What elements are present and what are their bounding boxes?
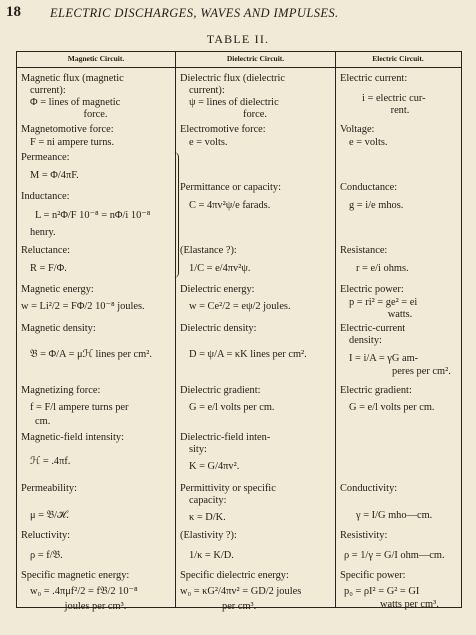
elastivity-formula: 1/κ = K/D. bbox=[189, 550, 234, 561]
permittivity-label: Permittivity or specific bbox=[180, 483, 276, 494]
mag-energy-formula: w = Li²/2 = FΦ/2 10⁻⁸ joules. bbox=[21, 301, 145, 312]
spec-diel-energy-formula: w₀ = κG²/4πv² = GD/2 joules bbox=[180, 586, 302, 597]
column-header-magnetic: Magnetic Circuit. bbox=[67, 54, 125, 63]
elec-current-density-unit: peres per cm². bbox=[392, 366, 451, 377]
inductance-unit: henry. bbox=[30, 227, 56, 238]
mmf-label: Magnetomotive force: bbox=[21, 124, 114, 135]
running-title: ELECTRIC DISCHARGES, WAVES AND IMPULSES. bbox=[50, 6, 339, 20]
voltage-label: Voltage: bbox=[340, 124, 375, 135]
mag-density-label: Magnetic density: bbox=[21, 323, 96, 334]
spec-mag-energy-label: Specific magnetic energy: bbox=[21, 570, 130, 581]
column-divider bbox=[335, 52, 336, 607]
elec-gradient-label: Electric gradient: bbox=[340, 385, 412, 396]
reluctivity-label: Reluctivity: bbox=[21, 530, 71, 541]
column-header-electric: Electric Circuit. bbox=[372, 54, 424, 63]
elec-power-unit: watts. bbox=[387, 309, 413, 320]
permittivity-label-cont: capacity: bbox=[189, 495, 227, 506]
diel-gradient-formula: G = e/l volts per cm. bbox=[189, 402, 275, 413]
reluctance-formula: R = F/Φ. bbox=[30, 263, 67, 274]
elec-current-density-formula: I = i/A = γG am- bbox=[349, 353, 419, 364]
mmf-formula: F = ni ampere turns. bbox=[30, 137, 115, 148]
diel-flux-label-cont: current): bbox=[189, 85, 225, 96]
permittance-label: Permittance or capacity: bbox=[180, 182, 281, 193]
spec-diel-energy-unit: per cm³. bbox=[222, 601, 257, 612]
page-number: 18 bbox=[6, 4, 21, 20]
column-header-dielectric: Dielectric Circuit. bbox=[226, 54, 285, 63]
mag-intensity-label: Magnetic-field intensity: bbox=[21, 432, 125, 443]
mag-flux-formula-cont: force. bbox=[83, 109, 108, 120]
diel-density-label: Dielectric density: bbox=[180, 323, 257, 334]
conductivity-formula: γ = I/G mho—cm. bbox=[356, 510, 433, 521]
emf-label: Electromotive force: bbox=[180, 124, 266, 135]
mag-force-label: Magnetizing force: bbox=[21, 385, 101, 396]
inductance-formula: L = n²Φ/F 10⁻⁸ = nΦ/i 10⁻⁸ bbox=[35, 210, 151, 221]
elec-power-formula: p = ri² = ge² = ei bbox=[349, 297, 418, 308]
permeability-label: Permeability: bbox=[21, 483, 77, 494]
mag-flux-formula: Φ = lines of magnetic bbox=[30, 97, 121, 108]
spec-power-unit: watts per cm³. bbox=[380, 599, 439, 610]
spec-mag-energy-unit: joules per cm³. bbox=[64, 601, 127, 612]
diel-intensity-label-cont: sity: bbox=[189, 444, 207, 455]
permittance-formula: C = 4πv²ψ/e farads. bbox=[189, 200, 271, 211]
mag-force-unit: cm. bbox=[35, 416, 51, 427]
table-title: TABLE II. bbox=[206, 32, 270, 46]
elec-gradient-formula: G = e/l volts per cm. bbox=[349, 402, 435, 413]
elec-current-label: Electric current: bbox=[340, 73, 408, 84]
diel-intensity-label: Dielectric-field inten- bbox=[180, 432, 271, 443]
mag-force-formula: f = F/l ampere turns per bbox=[30, 402, 129, 413]
reluctivity-formula: ρ = f/𝔅. bbox=[30, 550, 63, 561]
diel-energy-label: Dielectric energy: bbox=[180, 284, 255, 295]
permeance-formula: M = Φ/4πF. bbox=[30, 170, 79, 181]
elec-current-density-label-cont: density: bbox=[349, 335, 382, 346]
elastivity-label: (Elastivity ?): bbox=[180, 530, 237, 541]
permeance-label: Permeance: bbox=[21, 152, 70, 163]
page-header bbox=[0, 0, 476, 26]
spec-power-label: Specific power: bbox=[340, 570, 406, 581]
reluctance-label: Reluctance: bbox=[21, 245, 71, 256]
mag-flux-label: Magnetic flux (magnetic bbox=[21, 73, 124, 84]
header-divider bbox=[17, 67, 461, 68]
diel-energy-formula: w = Ce²/2 = eψ/2 joules. bbox=[189, 301, 291, 312]
mag-density-formula: 𝔅 = Φ/A = μℋ lines per cm². bbox=[30, 349, 152, 360]
permeability-formula: μ = 𝔅/ℋ. bbox=[30, 510, 69, 521]
diel-flux-formula: ψ = lines of dielectric bbox=[189, 97, 279, 108]
mag-intensity-formula: ℋ = .4πf. bbox=[30, 456, 71, 467]
diel-density-formula: D = ψ/A = κK lines per cm². bbox=[189, 349, 307, 360]
elec-current-formula-cont: rent. bbox=[390, 105, 410, 116]
resistance-label: Resistance: bbox=[340, 245, 388, 256]
spec-power-formula: p₀ = ρI² = G² = GI bbox=[344, 586, 420, 597]
diel-flux-formula-cont: force. bbox=[243, 109, 267, 120]
mag-flux-label-cont: current): bbox=[30, 85, 66, 96]
elastance-formula: 1/C = e/4πv²ψ. bbox=[189, 263, 251, 274]
spec-mag-energy-formula: w₀ = .4πμf²/2 = f𝔅/2 10⁻⁸ bbox=[30, 586, 138, 597]
diel-intensity-formula: K = G/4πv². bbox=[189, 461, 240, 472]
resistivity-formula: ρ = 1/γ = G/I ohm—cm. bbox=[344, 550, 445, 561]
conductivity-label: Conductivity: bbox=[340, 483, 398, 494]
elec-current-formula: i = electric cur- bbox=[362, 93, 426, 104]
resistance-formula: r = e/i ohms. bbox=[356, 263, 409, 274]
conductance-label: Conductance: bbox=[340, 182, 398, 193]
diel-flux-label: Dielectric flux (dielectric bbox=[180, 73, 286, 84]
elec-power-label: Electric power: bbox=[340, 284, 404, 295]
elec-current-density-label: Electric-current bbox=[340, 323, 406, 334]
comparison-table bbox=[16, 51, 462, 612]
column-divider bbox=[175, 52, 176, 607]
mag-energy-label: Magnetic energy: bbox=[21, 284, 94, 295]
conductance-formula: g = i/e mhos. bbox=[349, 200, 404, 211]
permittivity-formula: κ = D/K. bbox=[189, 512, 226, 523]
inductance-brace bbox=[174, 152, 179, 278]
spec-diel-energy-label: Specific dielectric energy: bbox=[180, 570, 289, 581]
voltage-formula: e = volts. bbox=[349, 137, 388, 148]
resistivity-label: Resistivity: bbox=[340, 530, 388, 541]
elastance-label: (Elastance ?): bbox=[180, 245, 237, 256]
inductance-label: Inductance: bbox=[21, 191, 70, 202]
emf-formula: e = volts. bbox=[189, 137, 228, 148]
diel-gradient-label: Dielectric gradient: bbox=[180, 385, 261, 396]
